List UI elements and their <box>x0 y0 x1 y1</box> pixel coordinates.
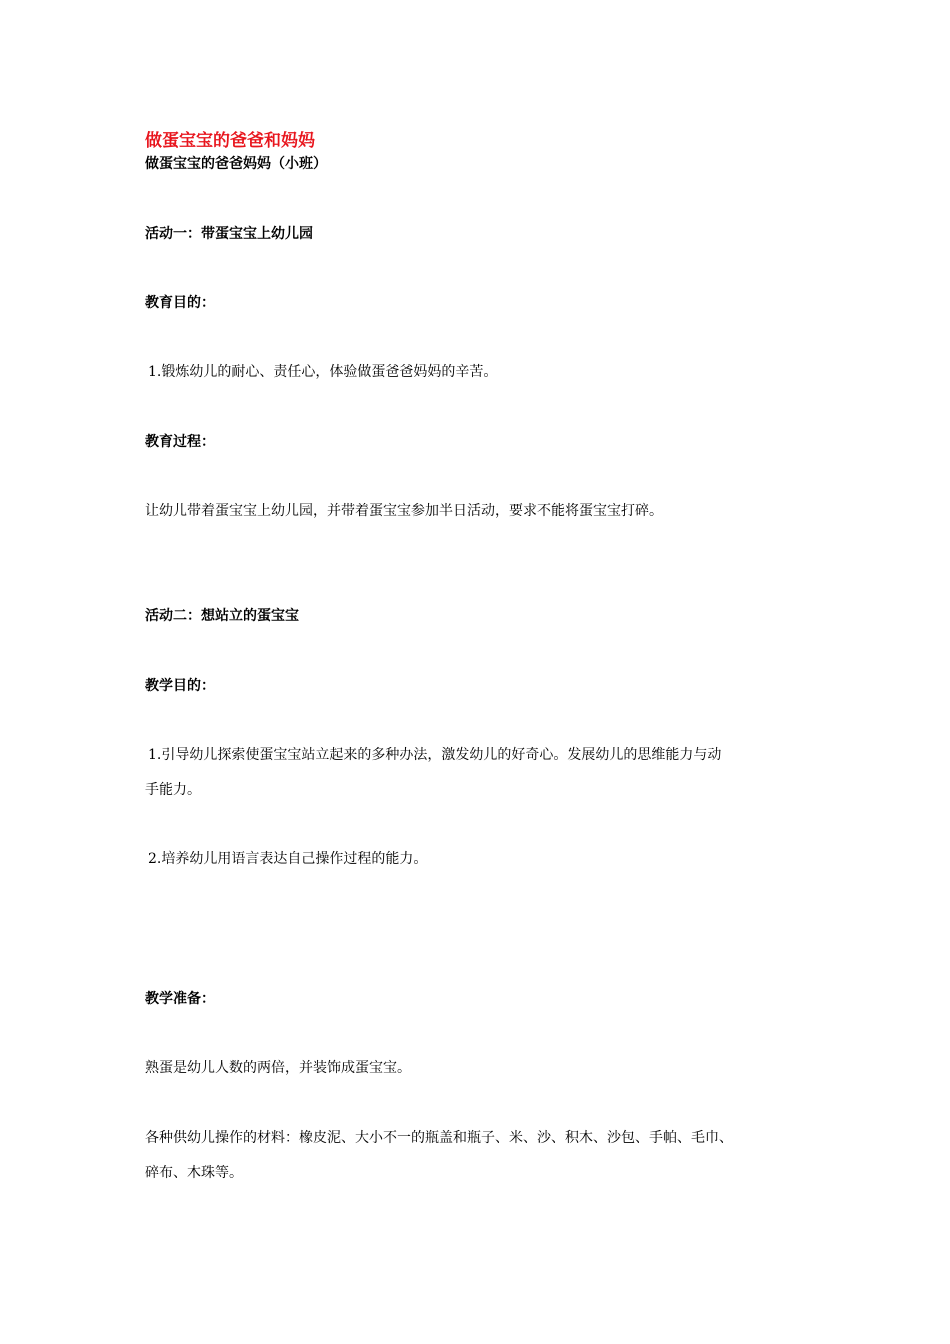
activity2-goal-item-1-line2: 手能力。 <box>145 782 201 798</box>
activity2-goal-item-1-line1: 1.引导幼儿探索使蛋宝宝站立起来的多种办法，激发幼儿的好奇心。发展幼儿的思维能力与动 <box>148 747 722 763</box>
activity2-prep-item-2-line2: 碎布、木珠等。 <box>145 1165 243 1181</box>
activity1-heading: 活动一：带蛋宝宝上幼儿园 <box>145 226 313 242</box>
document-title: 做蛋宝宝的爸爸和妈妈 <box>145 131 315 151</box>
activity2-heading: 活动二：想站立的蛋宝宝 <box>145 608 299 624</box>
activity2-goal-heading: 教学目的： <box>145 678 215 694</box>
activity2-prep-heading: 教学准备： <box>145 991 215 1007</box>
activity1-goal-item-1: 1.锻炼幼儿的耐心、责任心，体验做蛋爸爸妈妈的辛苦。 <box>148 364 498 380</box>
activity1-goal-heading: 教育目的： <box>145 295 215 311</box>
activity2-prep-item-2-line1: 各种供幼儿操作的材料：橡皮泥、大小不一的瓶盖和瓶子、米、沙、积木、沙包、手帕、毛巾、 <box>145 1130 733 1146</box>
activity2-prep-item-1: 熟蛋是幼儿人数的两倍，并装饰成蛋宝宝。 <box>145 1060 411 1076</box>
activity1-process-text: 让幼儿带着蛋宝宝上幼儿园，并带着蛋宝宝参加半日活动，要求不能将蛋宝宝打碎。 <box>145 503 663 519</box>
document-subtitle: 做蛋宝宝的爸爸妈妈（小班） <box>145 156 327 172</box>
activity1-process-heading: 教育过程： <box>145 434 215 450</box>
activity2-goal-item-2: 2.培养幼儿用语言表达自己操作过程的能力。 <box>148 851 428 867</box>
